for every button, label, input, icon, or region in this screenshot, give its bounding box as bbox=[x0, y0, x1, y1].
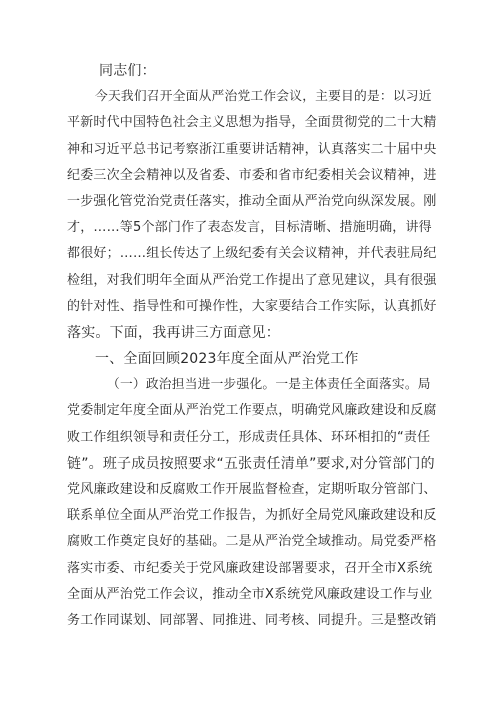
document-body bbox=[67, 58, 437, 634]
salutation: 同志们： bbox=[99, 63, 156, 79]
paragraph-line: 链”。班子成员按照要求“五张责任清单”要求,对分管部门的 bbox=[67, 455, 435, 472]
paragraph-line: 党委制定年度全面从严治党工作要点，明确党风廉政建设和反腐 bbox=[67, 403, 437, 419]
paragraph-line: 败工作组织领导和责任分工，形成责任具体、环环相扣的“责任 bbox=[67, 429, 431, 445]
paragraph-line: 落实市委、市纪委关于党风廉政建设部署要求，召开全市X系统 bbox=[67, 560, 433, 576]
paragraph-line: 平新时代中国特色社会主义思想为指导，全面贯彻党的二十大精 bbox=[67, 115, 437, 131]
paragraph-line: 纪委三次全会精神以及省委、市委和省市纪委相关会议精神，进 bbox=[67, 167, 437, 183]
paragraph-line: 党风廉政建设和反腐败工作开展监督检查，定期听取分管部门、 bbox=[67, 482, 437, 497]
paragraph-line: 全面从严治党工作会议，推动全市X系统党风廉政建设工作与业 bbox=[67, 586, 433, 602]
paragraph-line: 检组，对我们明年全面从严治党工作提出了意见建议，具有很强 bbox=[67, 272, 437, 288]
paragraph-line: 今天我们召开全面从严治党工作会议，主要目的是：以习近 bbox=[95, 89, 432, 105]
paragraph-line: 腐败工作奠定良好的基础。二是从严治党全域推动。局党委严格 bbox=[67, 534, 437, 550]
paragraph-line: （一）政治担当进一步强化。一是主体责任全面落实。局 bbox=[107, 377, 431, 393]
paragraph-line: 落实。下面，我再讲三方面意见： bbox=[67, 324, 280, 341]
paragraph-line: 联系单位全面从严治党工作报告，为抓好全局党风廉政建设和反 bbox=[67, 508, 437, 524]
paragraph-line: 一步强化管党治党责任落实，推动全面从严治党向纵深发展。刚 bbox=[67, 193, 437, 209]
paragraph-line: 的针对性、指导性和可操作性，大家要结合工作实际，认真抓好 bbox=[67, 298, 437, 314]
paragraph-line: 务工作同谋划、同部署、同推进、同考核、同提升。三是整改销 bbox=[67, 612, 437, 628]
paragraph-line: 神和习近平总书记考察浙江重要讲话精神，认真落实二十届中央 bbox=[67, 141, 437, 157]
paragraph-line: 才，……等5个部门作了表态发言，目标清晰、措施明确，讲得 bbox=[67, 220, 432, 236]
section-heading: 一、全面回顾2023年度全面从严治党工作 bbox=[95, 351, 359, 368]
paragraph-line: 都很好；……组长传达了上级纪委有关会议精神，并代表驻局纪 bbox=[67, 246, 437, 262]
